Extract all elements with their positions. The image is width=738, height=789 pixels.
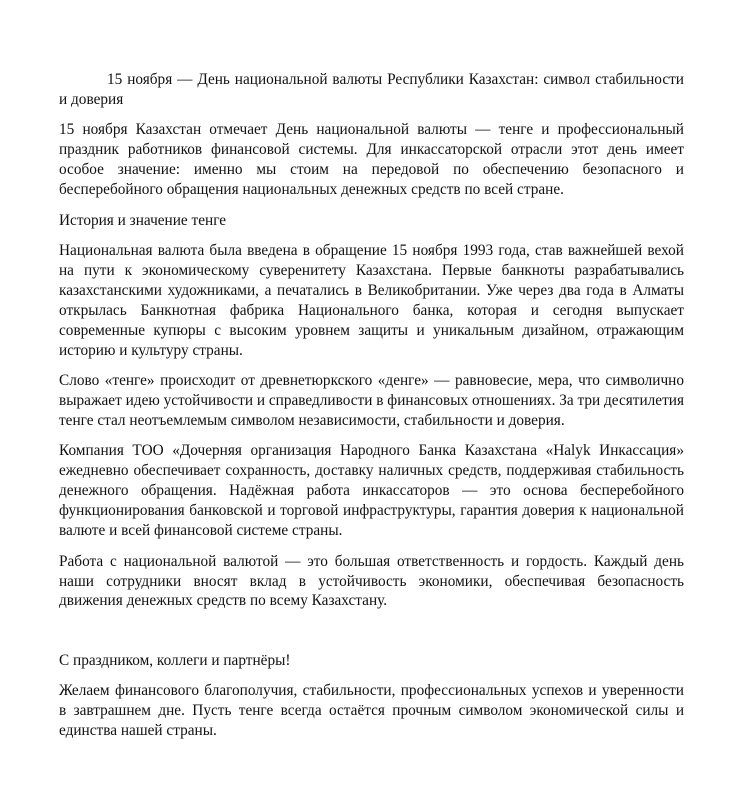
blank-line xyxy=(59,622,684,651)
company-paragraph: Компания ТОО «Дочерняя организация Народного Банка Казахстана «Halyk Инкассация» ежедневно обеспечивает сохранность, доставку наличных средств, поддерживая стабильность денежного обращения. Надёжная работа инкассаторов — это основа бесперебойного функционирования банковской и торговой инфраструктуры, гарантия доверия к национальной валюте и всей финансовой системе страны. xyxy=(59,442,684,540)
wishes-paragraph: Желаем финансового благополучия, стабильности, профессиональных успехов и уверенности в завтрашнем дне. Пусть тенге всегда остаётся прочным символом экономической силы и единства нашей страны. xyxy=(59,682,684,740)
document-title: 15 ноября — День национальной валюты Республики Казахстан: символ стабильности и доверия xyxy=(59,71,684,108)
greeting-line: С праздником, коллеги и партнёры! xyxy=(59,651,291,669)
etymology-paragraph: Слово «тенге» происходит от древнетюркского «денге» — равновесие, мера, что символично выражает идею устойчивости и справедливости в финансовых отношениях. За три десятилетия тенге стал неотъемлемым символом независимости, стабильности и доверия. xyxy=(59,372,684,429)
history-paragraph: Национальная валюта была введена в обращение 15 ноября 1993 года, став важнейшей вехой на пути к экономическому суверенитету Казахстана. Первые банкноты разрабатывались казахстанскими художниками, а печатались в Великобритании. Уже через два года в Алматы открылась Банкнотная фабрика Национального банка, которая и сегодня выпускает современные купюры с высоким уровнем защиты и уникальным дизайном, отражающим историю и культуру страны. xyxy=(59,242,684,359)
document-body xyxy=(59,70,684,752)
intro-paragraph: 15 ноября Казахстан отмечает День национальной валюты — тенге и профессиональный праздник работников финансовой системы. Для инкассаторской отрасли этот день имеет особое значение: именно мы стоим на передовой по обеспечению безопасного и бесперебойного обращения национальных денежных средств по всей стране. xyxy=(59,121,684,199)
responsibility-paragraph: Работа с национальной валютой — это большая ответственность и гордость. Каждый день наши сотрудники вносят вклад в устойчивость экономики, обеспечивая безопасность движения денежных средств по всему Казахстану. xyxy=(59,552,684,610)
section-heading: История и значение тенге xyxy=(59,211,227,229)
